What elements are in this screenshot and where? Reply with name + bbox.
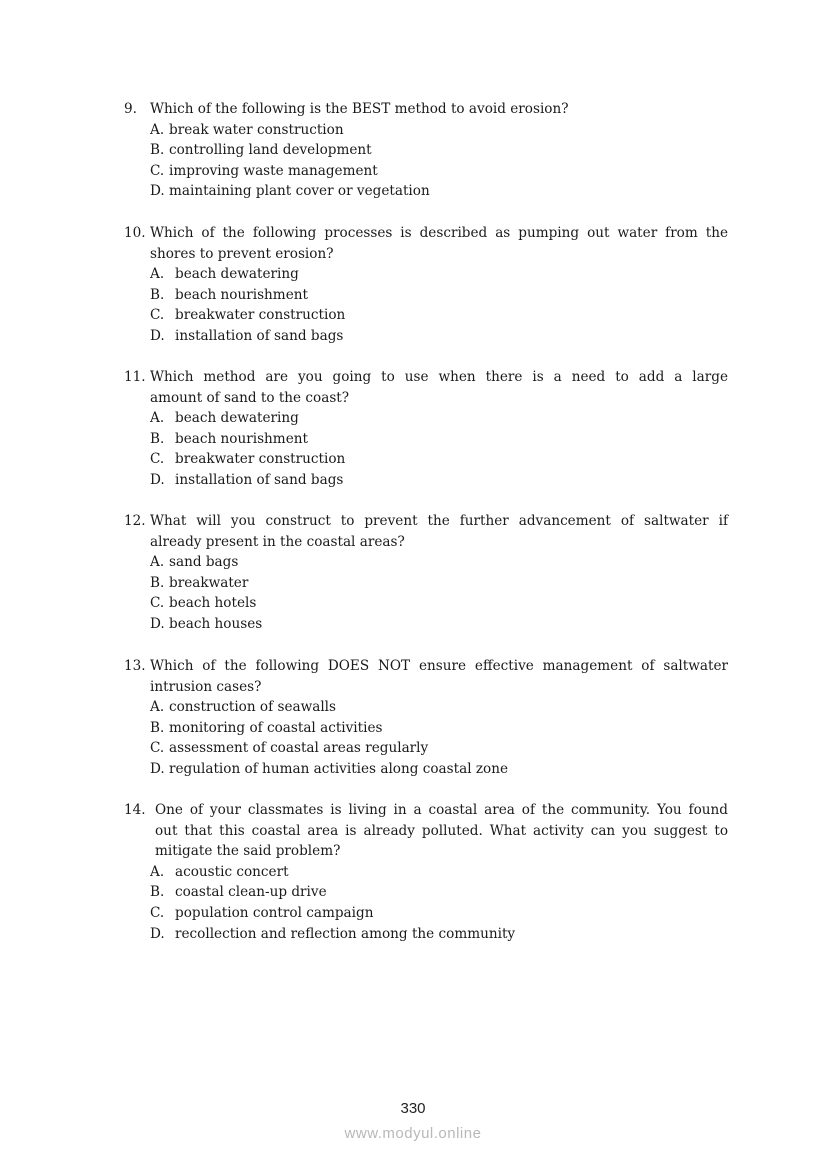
option-letter: A. — [150, 266, 165, 283]
question-10 — [124, 223, 728, 347]
answer-option — [150, 264, 728, 285]
question-stem — [124, 99, 728, 120]
option-letter: B. — [150, 719, 165, 736]
option-text: beach dewatering — [175, 410, 299, 427]
question-text-line: Which of the following processes is described as pumping out water from the — [150, 225, 728, 241]
page-number: 330 — [400, 1100, 426, 1117]
option-letter: B. — [150, 574, 165, 591]
option-letter: C. — [150, 595, 165, 612]
option-text: installation of sand bags — [175, 471, 344, 488]
answer-option — [150, 120, 728, 141]
answer-option — [150, 285, 728, 306]
option-letter: A. — [150, 863, 165, 880]
answer-option — [150, 326, 728, 347]
answer-option — [150, 718, 728, 739]
option-text: coastal clean-up drive — [175, 884, 327, 901]
question-text-line: amount of sand to the coast? — [150, 389, 350, 406]
answer-option — [150, 862, 728, 883]
option-letter: A. — [150, 554, 165, 571]
option-text: improving waste management — [169, 162, 378, 179]
option-text: beach dewatering — [175, 266, 299, 283]
question-14 — [124, 800, 728, 944]
answer-option — [150, 140, 728, 161]
answer-option — [150, 759, 728, 780]
option-letter: D. — [150, 471, 165, 488]
option-letter: D. — [150, 925, 165, 942]
answer-option — [150, 429, 728, 450]
option-letter: C. — [150, 740, 165, 757]
question-12 — [124, 511, 728, 635]
question-stem — [124, 511, 728, 552]
option-text: break water construction — [169, 121, 344, 138]
option-text: sand bags — [169, 554, 239, 571]
option-text: acoustic concert — [175, 863, 289, 880]
option-text: breakwater construction — [175, 451, 346, 468]
option-text: breakwater construction — [175, 307, 346, 324]
answer-option — [150, 882, 728, 903]
question-text — [150, 223, 728, 264]
option-text: population control campaign — [175, 904, 374, 921]
answer-option — [150, 903, 728, 924]
question-text-line: Which method are you going to use when there is a need to add a large — [150, 369, 728, 385]
question-number: 14. — [124, 802, 146, 818]
question-text-line: intrusion cases? — [150, 678, 262, 695]
option-text: construction of seawalls — [169, 699, 337, 716]
question-text — [150, 99, 728, 120]
option-letter: C. — [150, 904, 165, 921]
option-text: beach nourishment — [175, 430, 308, 447]
question-number: 12. — [124, 513, 146, 529]
answer-option — [150, 305, 728, 326]
answer-option — [150, 552, 728, 573]
option-letter: D. — [150, 327, 165, 344]
option-letter: A. — [150, 121, 165, 138]
answer-option — [150, 449, 728, 470]
option-text: installation of sand bags — [175, 327, 344, 344]
question-number: 11. — [124, 369, 146, 385]
question-11 — [124, 367, 728, 491]
option-letter: A. — [150, 410, 165, 427]
question-stem — [124, 367, 728, 408]
option-text: recollection and reflection among the community — [175, 925, 516, 942]
question-text-line: One of your classmates is living in a coastal area of the community. You found — [155, 802, 728, 818]
question-number: 10. — [124, 225, 146, 241]
option-text: assessment of coastal areas regularly — [169, 740, 429, 757]
answer-option — [150, 738, 728, 759]
option-text: monitoring of coastal activities — [169, 719, 383, 736]
question-stem — [124, 656, 728, 697]
question-text-line: Which of the following is the BEST method to avoid erosion? — [150, 101, 569, 117]
question-number: 9. — [124, 101, 137, 117]
question-stem — [124, 223, 728, 264]
question-text-line: shores to prevent erosion? — [150, 245, 334, 262]
option-text: beach houses — [169, 615, 263, 632]
question-text — [150, 367, 728, 408]
option-letter: B. — [150, 430, 165, 447]
option-letter: B. — [150, 884, 165, 901]
option-letter: C. — [150, 451, 165, 468]
question-text-line: mitigate the said problem? — [155, 843, 341, 860]
option-letter: A. — [150, 699, 165, 716]
answer-option — [150, 470, 728, 491]
option-letter: C. — [150, 162, 165, 179]
option-letter: B. — [150, 142, 165, 159]
answer-option — [150, 924, 728, 945]
option-text: beach nourishment — [175, 286, 308, 303]
answer-option — [150, 181, 728, 202]
question-text-line: already present in the coastal areas? — [150, 533, 405, 550]
answer-option — [150, 614, 728, 635]
option-letter: C. — [150, 307, 165, 324]
answer-option — [150, 593, 728, 614]
answer-option — [150, 408, 728, 429]
option-text: controlling land development — [169, 142, 372, 159]
question-text — [150, 656, 728, 697]
answer-option — [150, 697, 728, 718]
option-text: breakwater — [169, 574, 249, 591]
answer-option — [150, 161, 728, 182]
watermark: www.modyul.online — [344, 1125, 482, 1142]
option-text: regulation of human activities along coastal zone — [169, 760, 509, 777]
option-letter: D. — [150, 760, 165, 777]
option-letter: D. — [150, 615, 165, 632]
question-text-line: out that this coastal area is already polluted. What activity can you suggest to — [155, 822, 728, 839]
question-text-line: What will you construct to prevent the further advancement of saltwater if — [150, 513, 728, 529]
question-text-line: Which of the following DOES NOT ensure effective management of saltwater — [150, 658, 728, 674]
option-text: maintaining plant cover or vegetation — [169, 183, 430, 200]
question-9 — [124, 99, 728, 202]
question-13 — [124, 656, 728, 780]
question-text — [155, 800, 728, 862]
question-text — [150, 511, 728, 552]
option-letter: D. — [150, 183, 165, 200]
question-number: 13. — [124, 658, 146, 674]
answer-option — [150, 573, 728, 594]
option-letter: B. — [150, 286, 165, 303]
question-stem — [124, 800, 728, 862]
option-text: beach hotels — [169, 595, 257, 612]
